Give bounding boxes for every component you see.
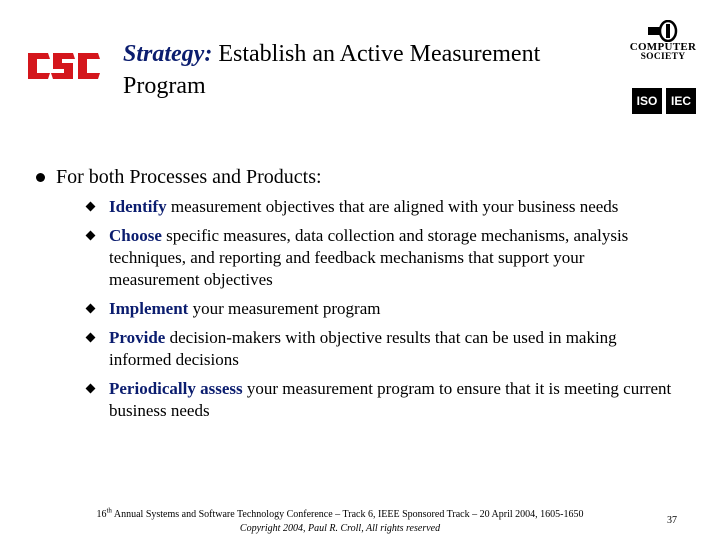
ieee-computer-society-logo [628,18,698,108]
footer [60,508,620,536]
sub-bullet [109,225,679,291]
bullet-dot-icon [36,173,45,182]
iec-logo: IEC [666,88,696,114]
sub-bullet [109,378,679,422]
sub-bullet [109,196,679,218]
diamond-bullet-icon [86,384,96,394]
footer-ordinal-suffix: th [106,506,112,515]
sub-bullet-text: decision-makers with objective results that can be used in making informed decisions [109,328,617,369]
title-text: Establish an Active Measurement Program [123,41,541,99]
main-bullet [56,164,322,190]
sub-bullet [109,298,679,320]
footer-conference: Annual Systems and Software Technology Conference – Track 6, IEEE Sponsored Track – 20 April 2004, 1605-1650 [111,509,584,520]
diamond-bullet-icon [86,202,96,212]
sub-bullet-text: your measurement program to ensure that it is meeting current business needs [109,379,672,420]
footer-ordinal: 16 [96,509,107,520]
main-bullet-text: For both Processes and Products: [56,166,322,188]
sub-bullet-text: specific measures, data collection and storage mechanisms, analysis techniques, and reporting and feedback mechanisms that support your measurement objectives [109,226,629,289]
sub-bullet-keyword: Periodically assess [109,379,243,398]
slide-title [123,38,623,102]
society-label: SOCIETY [640,52,686,62]
sub-bullet-keyword: Choose [109,226,162,245]
sub-bullet-text: measurement objectives that are aligned with your business needs [166,197,619,216]
sub-bullet-keyword: Implement [109,299,189,318]
title-keyword: Strategy: [123,41,213,67]
footer-line-1 [60,508,620,522]
diamond-bullet-icon [86,231,96,241]
sub-bullet [109,327,679,371]
sub-bullet-text: your measurement program [188,299,381,318]
csc-logo [26,49,100,83]
sub-bullet-keyword: Provide [109,328,166,347]
diamond-bullet-icon [86,304,96,314]
diamond-bullet-icon [86,333,96,343]
iso-logo: ISO [632,88,662,114]
ieee-emblem-icon [648,20,678,42]
sub-bullet-keyword: Identify [109,197,167,216]
footer-copyright: Copyright 2004, Paul R. Croll, All rights reserved [239,523,441,534]
sub-bullet-list [109,196,679,429]
page-number: 37 [667,515,677,526]
computer-label: COMPUTER [629,41,697,53]
